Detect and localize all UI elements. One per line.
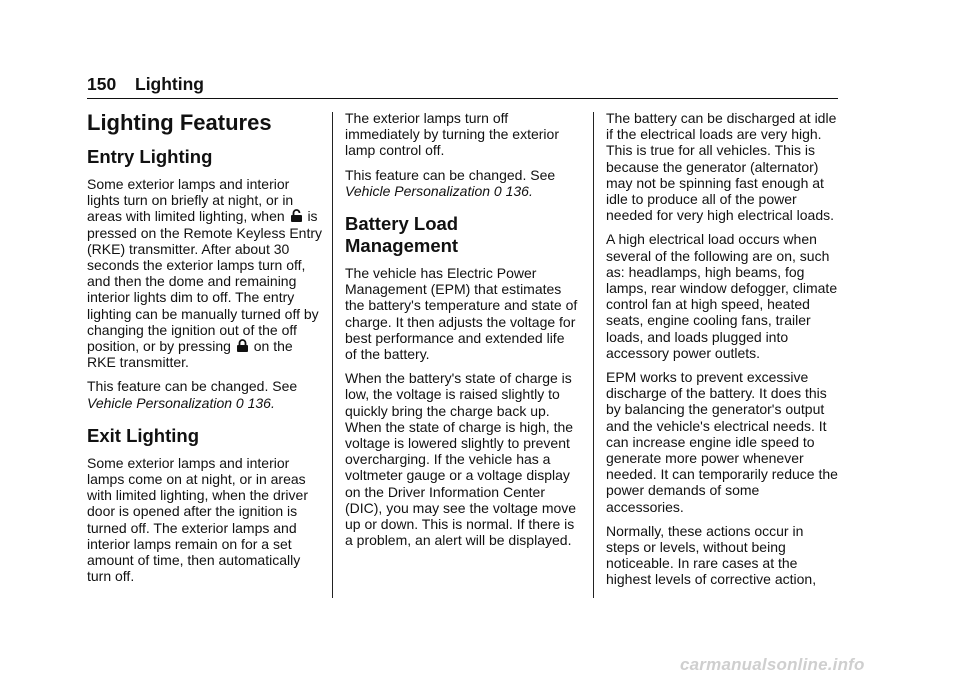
column-3 bbox=[606, 110, 840, 596]
entry-personalization-paragraph bbox=[87, 378, 323, 410]
page-header bbox=[87, 72, 838, 99]
watermark: carmanualsonline.info bbox=[680, 655, 865, 674]
state-of-charge-paragraph: When the battery's state of charge is low, the voltage is raised slightly to quickly bring the charge back up. When the state of charge is high, the voltage is lowered slightly to prevent overcharging. If the vehicle has a voltmeter gauge or a voltage display on the Driver Information Center (DIC), you may see the voltage move up or down. This is normal. If there is a problem, an alert will be displayed. bbox=[345, 370, 577, 549]
vehicle-personalization-link[interactable]: Vehicle Personalization bbox=[87, 394, 233, 411]
entry-text-b: is pressed on the Remote Keyless Entry (RKE) transmitter. After about 30 seconds the exterior lamps turn off, and then the dome and remaining interior lights dim to off. The entry lighting can be manually turned off by changing the ignition out of the off position, or by pressing bbox=[87, 208, 323, 355]
page-number: 150 bbox=[87, 74, 117, 94]
unlock-icon bbox=[290, 209, 303, 222]
see-text: This feature can be changed. See bbox=[87, 378, 298, 395]
heading-line-1: Battery Load bbox=[345, 213, 459, 235]
page-reference: 0 136. bbox=[235, 394, 275, 411]
electrical-load-paragraph: A high electrical load occurs when several of the following are on, such as: headlamps, high beams, fog lamps, rear window defogger, climate control fan at high speed, heated seats, engine cooling fans, trailer loads, and loads plugged into accessory power outlets. bbox=[606, 231, 838, 361]
exit-personalization-paragraph bbox=[345, 167, 579, 199]
epm-works-paragraph: EPM works to prevent excessive discharge of the battery. It does this by balancing the generator's output and the vehicle's electrical needs. It can increase engine idle speed to generate more power whenever needed. It can temporarily reduce the power demands of some accessories. bbox=[606, 369, 838, 515]
heading-line-2: Management bbox=[345, 235, 459, 257]
exit-lighting-paragraph: Some exterior lamps and interior lamps come on at night, or in areas with limited lighting, when the driver door is opened after the ignition is turned off. The exterior lamps and interior lamps remain on for a set amount of time, then automatically turn off. bbox=[87, 454, 308, 585]
heading-exit-lighting: Exit Lighting bbox=[87, 424, 200, 446]
column-divider bbox=[593, 112, 594, 598]
entry-text-c: on the RKE transmitter. bbox=[87, 338, 293, 371]
exterior-lamps-paragraph: The exterior lamps turn off immediately by turning the exterior lamp control off. bbox=[345, 110, 559, 159]
vehicle-personalization-link[interactable]: Vehicle Personalization bbox=[345, 182, 491, 199]
normally-paragraph: Normally, these actions occur in steps or levels, without being noticeable. In rare cases at the highest levels of corrective action, bbox=[606, 522, 817, 588]
page-title: Lighting Features bbox=[87, 110, 272, 135]
discharge-paragraph: The battery can be discharged at idle if the electrical loads are very high. This is true for all vehicles. This is because the generator (alternator) may not be spinning fast enough at idle to produce all of the power needed for very high electrical loads. bbox=[606, 110, 837, 224]
lock-icon bbox=[236, 339, 249, 352]
page-reference: 0 136. bbox=[493, 182, 533, 199]
epm-paragraph: The vehicle has Electric Power Management (EPM) that estimates the battery's temperature and state of charge. It then adjusts the voltage for best performance and extended life of the battery. bbox=[345, 265, 578, 363]
column-2 bbox=[345, 110, 579, 556]
column-divider bbox=[332, 112, 333, 598]
entry-text-a: Some exterior lamps and interior lights turn on briefly at night, or in areas with limited lighting, when bbox=[87, 176, 294, 225]
entry-lighting-paragraph bbox=[87, 176, 323, 370]
column-1 bbox=[87, 110, 323, 592]
heading-battery-load-management bbox=[345, 213, 579, 257]
heading-entry-lighting: Entry Lighting bbox=[87, 146, 213, 167]
section-title: Lighting bbox=[135, 74, 205, 94]
see-text: This feature can be changed. See bbox=[345, 166, 556, 183]
